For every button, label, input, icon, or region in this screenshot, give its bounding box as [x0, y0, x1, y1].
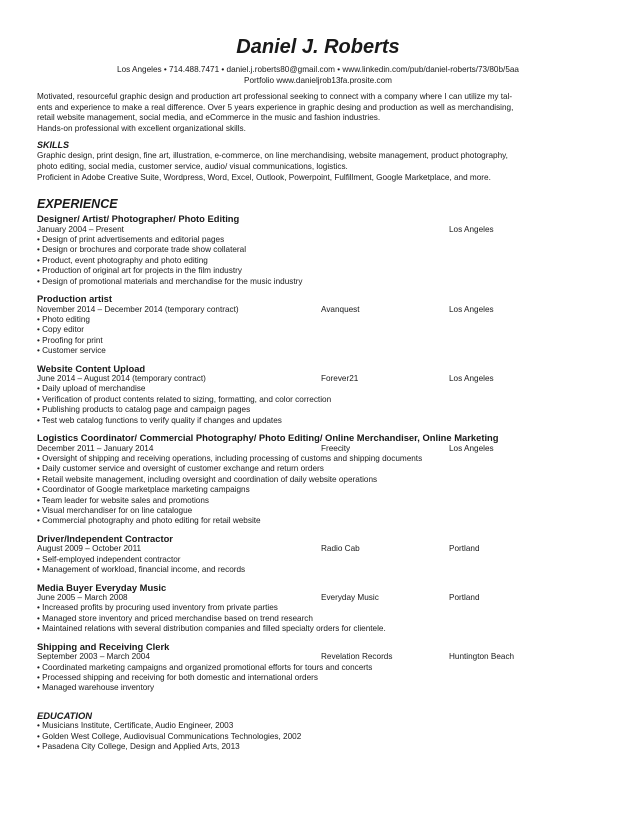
- job-bullet: • Daily upload of merchandise: [37, 384, 146, 394]
- job-bullets: [37, 384, 599, 426]
- job-location: Huntington Beach: [449, 652, 515, 662]
- job-bullet: • Visual merchandiser for on line catalogue: [37, 506, 193, 516]
- summary-line: retail website management, social media, and eCommerce in the music and fashion industries.: [37, 113, 381, 123]
- job-meta: [37, 374, 599, 384]
- job-bullet: • Product, event photography and photo editing: [37, 255, 208, 265]
- job-meta: [37, 593, 599, 603]
- job-meta: [37, 225, 599, 235]
- job-dates: November 2014 – December 2014 (temporary contract): [37, 304, 239, 314]
- job-meta: [37, 305, 599, 315]
- job-bullets: [37, 235, 599, 287]
- job-bullet: • Publishing products to catalog page and campaign pages: [37, 405, 251, 415]
- job-location: Los Angeles: [449, 374, 494, 384]
- job-company: Avanquest: [321, 304, 360, 314]
- job-meta: [37, 652, 599, 662]
- summary-line: ents and experience to make a real difference. Over 5 years experience in graphic desing and production as well as merchandising,: [37, 102, 514, 112]
- job-title: Driver/Independent Contractor: [37, 532, 173, 544]
- experience-list: [37, 213, 599, 694]
- job-bullet: • Managed warehouse inventory: [37, 683, 155, 693]
- job-location: Portland: [449, 593, 480, 603]
- job-bullet: • Daily customer service and oversight of customer exchange and return orders: [37, 464, 324, 474]
- education-list: [37, 721, 599, 752]
- job-title: Designer/ Artist/ Photographer/ Photo Editing: [37, 213, 240, 225]
- job-bullet: • Maintained relations with several distribution companies and filled specialty orders for clientele.: [37, 624, 386, 634]
- job-bullet: • Increased profits by procuring used inventory from private parties: [37, 603, 278, 613]
- summary-line: Motivated, resourceful graphic design and production art professional seeking to connect with a company where I can utilize my tal-: [37, 92, 513, 101]
- job-bullet: • Coordinated marketing campaigns and organized promotional efforts for tours and concerts: [37, 662, 373, 672]
- job-company: Freecity: [321, 443, 351, 453]
- job-dates: December 2011 – January 2014: [37, 443, 154, 453]
- job-entry: [37, 533, 599, 576]
- resume-name: Daniel J. Roberts: [236, 36, 400, 58]
- job-title: Website Content Upload: [37, 362, 146, 374]
- job-location: Los Angeles: [449, 224, 494, 234]
- skills-section: [37, 151, 599, 183]
- job-bullet: • Photo editing: [37, 314, 90, 324]
- job-bullet: • Coordinator of Google marketplace marketing campaigns: [37, 485, 250, 495]
- job-company: Forever21: [321, 374, 359, 384]
- job-bullet: • Team leader for website sales and promotions: [37, 495, 210, 505]
- job-location: Los Angeles: [449, 304, 494, 314]
- job-bullet: • Customer service: [37, 346, 106, 356]
- job-dates: January 2004 – Present: [37, 224, 124, 234]
- job-title: Shipping and Receiving Clerk: [37, 640, 170, 652]
- job-dates: September 2003 – March 2004: [37, 652, 150, 662]
- job-bullet: • Management of workload, financial income, and records: [37, 565, 246, 575]
- job-entry: [37, 293, 599, 357]
- job-bullets: [37, 454, 599, 527]
- job-bullet: • Production of original art for projects in the film industry: [37, 266, 242, 276]
- contact-line: Los Angeles • 714.488.7471 • daniel.j.roberts80@gmail.com • www.linkedin.com/pub/daniel-roberts/73/80b/5aa: [117, 65, 519, 74]
- summary: [37, 92, 599, 134]
- job-location: Portland: [449, 544, 480, 554]
- job-bullet: • Test web catalog functions to verify quality if changes and updates: [37, 415, 282, 425]
- job-bullet: • Verification of product contents related to sizing, formatting, and color correction: [37, 394, 332, 404]
- job-title: Production artist: [37, 293, 113, 305]
- job-dates: August 2009 – October 2011: [37, 544, 142, 554]
- job-bullets: [37, 555, 599, 576]
- job-dates: June 2014 – August 2014 (temporary contract): [37, 374, 206, 384]
- education-heading: EDUCATION: [37, 709, 93, 721]
- education-item: • Pasadena City College, Design and Applied Arts, 2013: [37, 742, 240, 752]
- job-bullet: • Retail website management, including oversight and coordination of daily website operations: [37, 474, 378, 484]
- summary-line: Hands-on professional with excellent organizational skills.: [37, 123, 246, 133]
- job-bullets: [37, 315, 599, 357]
- job-title: Media Buyer Everyday Music: [37, 581, 167, 593]
- job-bullet: • Design of promotional materials and merchandise for the music industry: [37, 276, 303, 286]
- portfolio-line: Portfolio www.danieljrob13fa.prosite.com: [244, 76, 392, 85]
- job-bullet: • Processed shipping and receiving for both domestic and international orders: [37, 672, 318, 682]
- skills-line: photo editing, social media, customer service, audio/ visual communications, logistics.: [37, 161, 348, 171]
- experience-heading: EXPERIENCE: [37, 197, 118, 212]
- job-bullet: • Proofing for print: [37, 335, 103, 345]
- job-bullet: • Managed store inventory and priced merchandise based on trend research: [37, 613, 313, 623]
- resume-page: [37, 34, 599, 752]
- job-bullet: • Copy editor: [37, 325, 85, 335]
- job-bullet: • Design of print advertisements and editorial pages: [37, 235, 225, 245]
- job-entry: [37, 582, 599, 635]
- skills-line: Graphic design, print design, fine art, illustration, e-commerce, on line merchandising, website management, product photography,: [37, 151, 508, 161]
- job-dates: June 2005 – March 2008: [37, 593, 128, 603]
- skills-heading: SKILLS: [37, 140, 70, 151]
- job-bullet: • Self-employed independent contractor: [37, 554, 181, 564]
- job-entry: [37, 363, 599, 427]
- job-entry: [37, 213, 599, 287]
- job-entry: [37, 432, 599, 527]
- job-company: Revelation Records: [321, 652, 393, 662]
- job-meta: [37, 444, 599, 454]
- job-bullets: [37, 663, 599, 694]
- job-entry: [37, 641, 599, 694]
- skills-line: Proficient in Adobe Creative Suite, Wordpress, Word, Excel, Outlook, Powerpoint, Fulfillment, Google Marketplace, and more.: [37, 172, 491, 182]
- job-location: Los Angeles: [449, 443, 494, 453]
- job-bullet: • Oversight of shipping and receiving operations, including processing of customs and shipping documents: [37, 454, 423, 463]
- education-item: • Musicians Institute, Certificate, Audio Engineer, 2003: [37, 721, 234, 731]
- job-bullets: [37, 603, 599, 634]
- job-meta: [37, 544, 599, 554]
- job-title: Logistics Coordinator/ Commercial Photography/ Photo Editing/ Online Merchandiser, Online Marketing: [37, 432, 499, 444]
- education-item: • Golden West College, Audiovisual Communications Technologies, 2002: [37, 731, 302, 741]
- job-company: Radio Cab: [321, 544, 360, 554]
- job-bullet: • Design or brochures and corporate trade show collateral: [37, 245, 247, 255]
- job-bullet: • Commercial photography and photo editing for retail website: [37, 516, 261, 526]
- job-company: Everyday Music: [321, 593, 379, 603]
